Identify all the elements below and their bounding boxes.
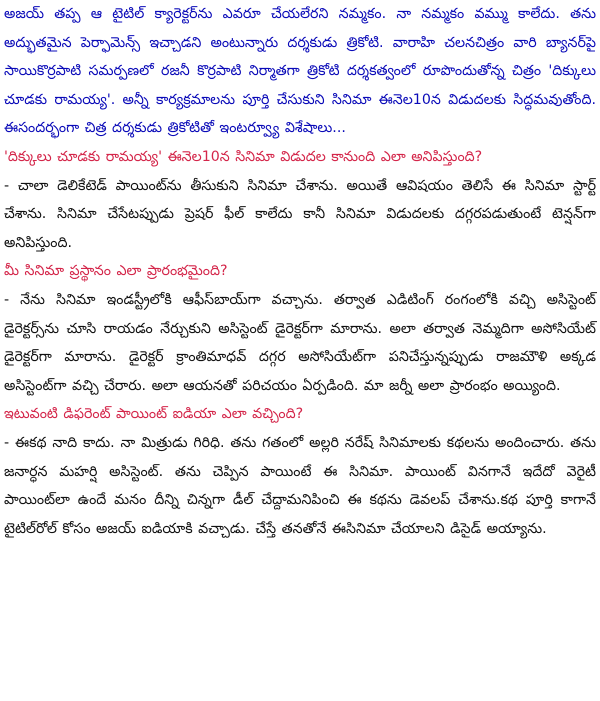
- interview-question-1: 'దిక్కులు చూడకు రామయ్య' ఈనెల10న సినిమా విడుదల కానుంది ఎలా అనిపిస్తుంది?: [4, 148, 483, 165]
- interview-question-3: ఇటువంటి డిఫరెంట్ పాయింట్ ఐడియా ఎలా వచ్చింది?: [4, 406, 304, 423]
- interview-question-2: మీ సినిమా ప్రస్థానం ఎలా ప్రారంభమైంది?: [4, 263, 228, 280]
- interview-answer-3: - ఈకథ నాది కాదు. నా మిత్రుడు గిరిధి. తను గతంలో అల్లరి నరేష్ సినిమాలకు కథలను అందించారు. తను జనార్ధన మహర్షి అసిస్టెంట్. తను చెప్పిన పాయింటే ఈ సినిమా. పాయింట్ వినగానే ఇదేదో వెరైటీ పాయింట్‌లా ఉందే మనం దీన్ని చిన్నగా డీల్ చేద్దామనిపించి ఈ కథను డెవలప్ చేశాను.కథ పూర్తి కాగానే టైటిల్‌రోల్ కోసం అజయ్ ఐడియాకి వచ్చాడు. చేస్తే తనతోనే ఈసినిమా చేయాలని డిసైడ్ అయ్యాను.: [4, 434, 596, 537]
- interview-answer-2: - నేను సినిమా ఇండస్ట్రీలోకి ఆఫీస్‌బాయ్‌గా వచ్చాను. తర్వాత ఎడిటింగ్ రంగంలోకి వచ్చి అసిస్టెంట్ డైరెక్టర్స్‌ను చూసి రాయడం నేర్చుకుని అసిస్టెంట్ డైరెక్టర్‌గా మారాను. అలా తర్వాత నెమ్మదిగా అసోసియేట్ డైరెక్టర్‌గా మారాను. డైరెక్టర్ క్రాంతిమాధవ్ దగ్గర అసోసియేట్‌గా పనిచేస్తున్నప్పుడు రాజమౌళి అక్కడ అసిస్టెంట్‌గా వచ్చి చేరారు. అలా ఆయనతో పరిచయం ఏర్పడింది. మా జర్నీ అలా ప్రారంభం అయ్యింది.: [4, 291, 596, 394]
- interview-answer-1: - చాలా డెలికేటెడ్ పాయింట్‌ను తీసుకుని సినిమా చేశాను. అయితే ఆవిషయం తెలిసే ఈ సినిమా స్టార్ట్ చేశాను. సినిమా చేసేటప్పుడు ప్రెషర్ ఫీల్ కాలేదు కానీ సినిమా విడుదలకు దగ్గరపడుతుంటే టెన్షన్‌గా అనిపిస్తుంది.: [4, 177, 596, 251]
- article-intro: అజయ్ తప్ప ఆ టైటిల్ క్యారెక్టర్‌ను ఎవరూ చేయలేరని నమ్మకం. నా నమ్మకం వమ్ము కాలేదు. తను అద్భుతమైన పెర్ఫామెన్స్ ఇచ్చాడని అంటున్నారు దర్శకుడు త్రికోటి. వారాహి చలనచిత్రం వారి బ్యానర్‌పై సాయికొర్రపాటి సమర్పణలో రజనీ కొర్రపాటి నిర్మాతగా త్రికోటి దర్శకత్వంలో రూపొందుతోన్న చిత్రం 'దిక్కులు చూడకు రామయ్య'. అన్నీ కార్యక్రమాలను పూర్తి చేసుకుని సినిమా ఈనెల10న విడుదలకు సిద్ధమవుతోంది. ఈసందర్భంగా చిత్ర దర్శకుడు త్రికోటితో ఇంటర్వ్యూ విశేషాలు...: [4, 6, 596, 137]
